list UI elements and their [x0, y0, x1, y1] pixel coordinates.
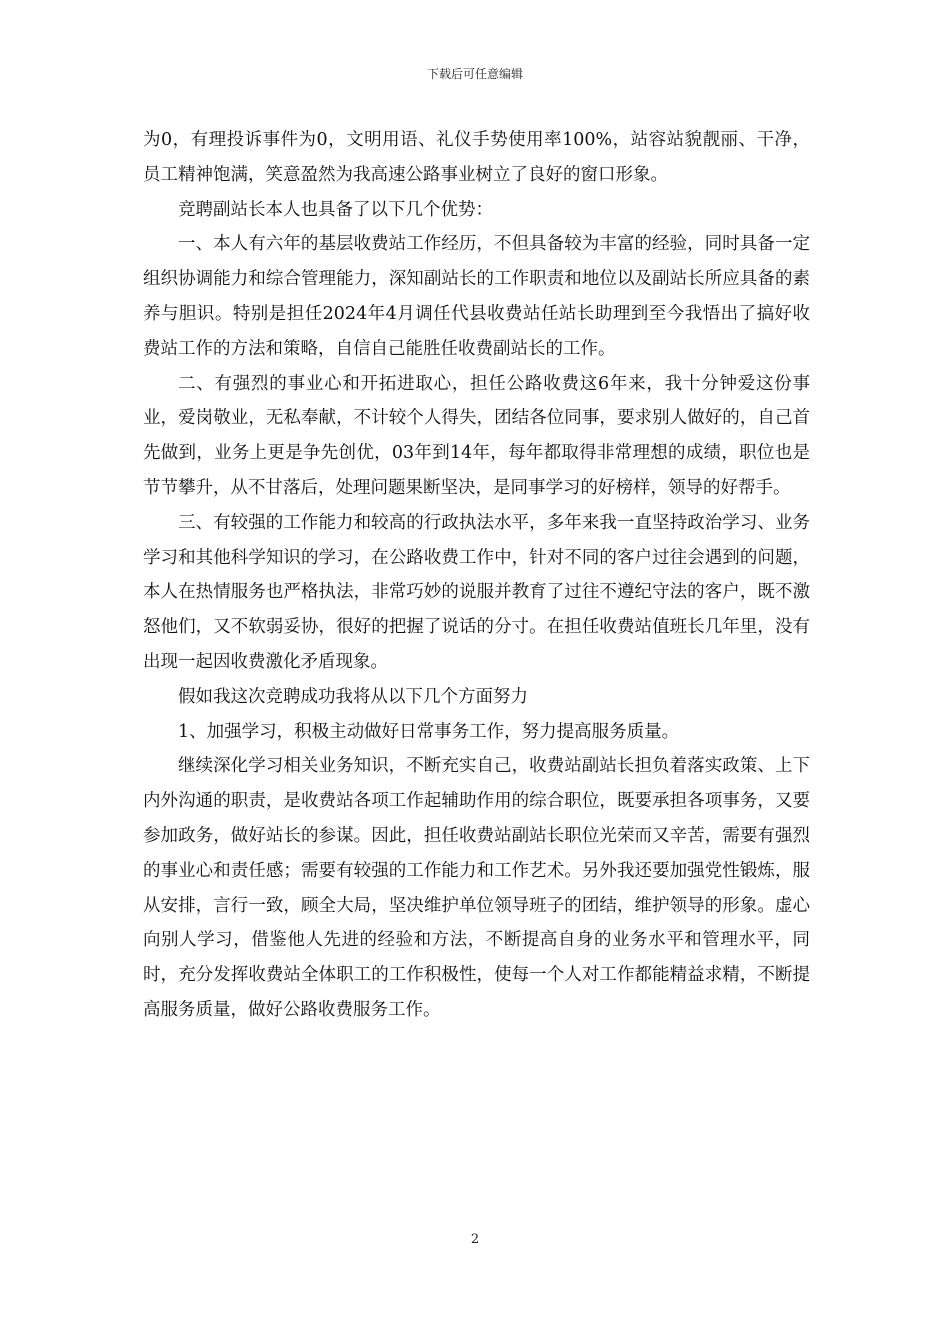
paragraph-plan-item-one: 1、加强学习，积极主动做好日常事务工作，努力提高服务质量。 — [178, 721, 680, 742]
paragraph-plan-detail: 继续深化学习相关业务知识，不断充实自己，收费站副站长担负着落实政策、上下内外沟通的职责，是收费站各项工作起辅助作用的综合职位，既要承担各项事务，又要参加政务，做好站长的参谋。因此，担任收费站副站长职位光荣而又辛苦，需要有强烈的事业心和责任感；需要有较强的工作能力和工作艺术。另外我还要加强党性锻炼，服从安排，言行一致，顾全大局，坚决维护单位领导班子的团结，维护领导的形象。虚心向别人学习，借鉴他人先进的经验和方法，不断提高自身的业务水平和管理水平，同时，充分发挥收费站全体职工的工作积极性，使每一个人对工作都能精益求精，不断提高服务质量，做好公路收费服务工作。 — [143, 756, 810, 1020]
paragraph-advantages-intro: 竞聘副站长本人也具备了以下几个优势： — [178, 199, 493, 220]
page-header: 下载后可任意编辑 — [426, 67, 523, 81]
paragraph-plan-intro: 假如我这次竞聘成功我将从以下几个方面努力 — [178, 686, 528, 707]
document-body — [143, 123, 810, 1028]
page-number: 2 — [470, 1232, 480, 1247]
paragraph-continuation: 为0，有理投诉事件为0，文明用语、礼仪手势使用率100%，站容站貌靓丽、干净，员工精神饱满，笑意盈然为我高速公路事业树立了良好的窗口形象。 — [143, 130, 810, 185]
paragraph-advantage-three: 三、有较强的工作能力和较高的行政执法水平，多年来我一直坚持政治学习、业务学习和其他科学知识的学习，在公路收费工作中，针对不同的客户过往会遇到的问题，本人在热情服务也严格执法，非常巧妙的说服并教育了过往不遵纪守法的客户，既不激怒他们，又不软弱妥协，很好的把握了说话的分寸。在担任收费站值班长几年里，没有出现一起因收费激化矛盾现象。 — [143, 512, 810, 672]
paragraph-advantage-one: 一、本人有六年的基层收费站工作经历，不但具备较为丰富的经验，同时具备一定组织协调能力和综合管理能力，深知副站长的工作职责和地位以及副站长所应具备的素养与胆识。特别是担任2024年4月调任代县收费站任站长助理到至今我悟出了搞好收费站工作的方法和策略，自信自己能胜任收费副站长的工作。 — [143, 234, 810, 359]
paragraph-advantage-two: 二、有强烈的事业心和开拓进取心，担任公路收费这6年来，我十分钟爱这份事业，爱岗敬业，无私奉献，不计较个人得失，团结各位同事，要求别人做好的，自己首先做到，业务上更是争先创优，03年到14年，每年都取得非常理想的成绩，职位也是节节攀升，从不甘落后，处理问题果断坚决，是同事学习的好榜样，领导的好帮手。 — [143, 373, 810, 498]
